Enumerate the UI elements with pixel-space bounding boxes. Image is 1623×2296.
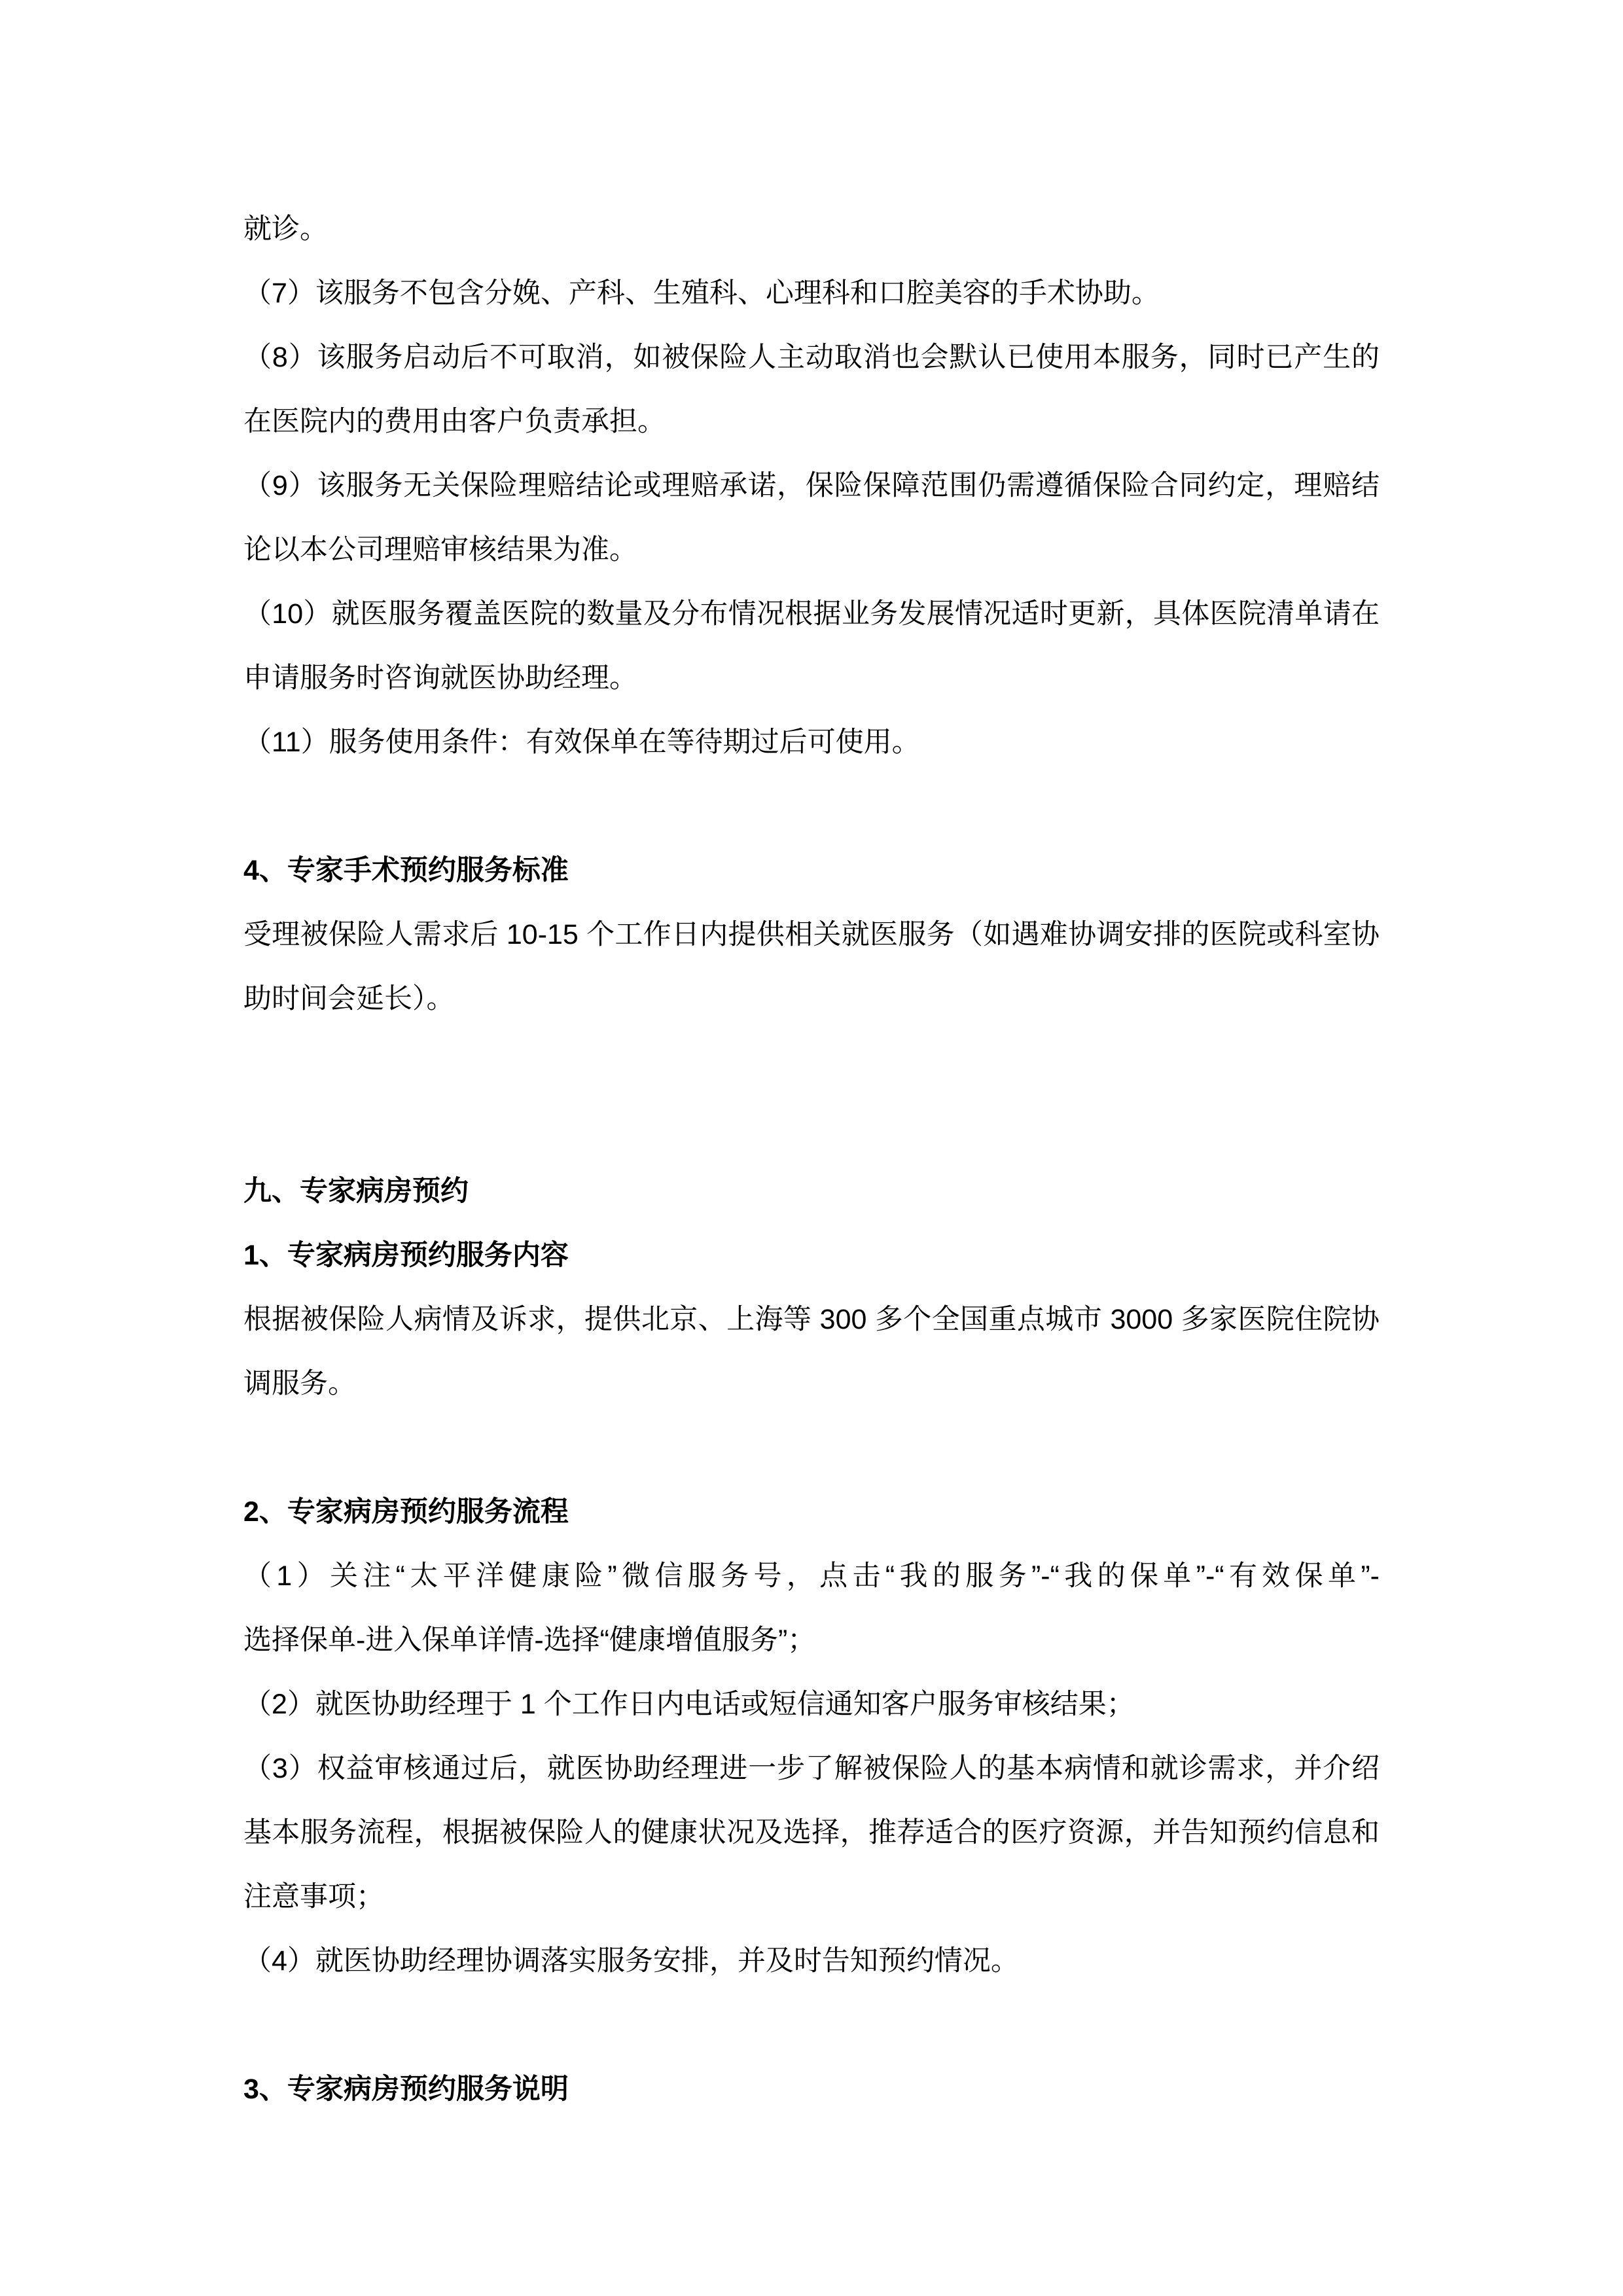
body-line: 注意事项； [243, 1881, 384, 1912]
body-line: （10）就医服务覆盖医院的数量及分布情况根据业务发展情况适时更新，具体医院清单请在 [243, 598, 1380, 630]
body-line: 论以本公司理赔审核结果为准。 [243, 534, 637, 565]
heading-line: 3、专家病房预约服务说明 [243, 2073, 569, 2105]
body-line: 助时间会延长）。 [243, 983, 455, 1014]
body-line: （2）就医协助经理于 1 个工作日内电话或短信通知客户服务审核结果； [243, 1689, 1135, 1720]
body-line: （9）该服务无关保险理赔结论或理赔承诺，保险保障范围仍需遵循保险合同约定，理赔结 [243, 470, 1380, 501]
body-line: 就诊。 [243, 213, 328, 245]
heading-line: 1、专家病房预约服务内容 [243, 1240, 569, 1271]
blank-line [243, 1416, 1380, 1480]
body-line: （11）服务使用条件：有效保单在等待期过后可使用。 [243, 726, 920, 758]
body-line: （8）该服务启动后不可取消，如被保险人主动取消也会默认已使用本服务，同时已产生的 [243, 342, 1380, 373]
body-line: 基本服务流程，根据被保险人的健康状况及选择，推荐适合的医疗资源，并告知预约信息和 [243, 1817, 1380, 1848]
body-line: 根据被保险人病情及诉求，提供北京、上海等 300 多个全国重点城市 3000 多家医院住院协 [243, 1304, 1380, 1335]
heading-line: 2、专家病房预约服务流程 [243, 1496, 569, 1528]
heading-line: 九、专家病房预约 [243, 1175, 469, 1207]
body-line: （1）关注“太平洋健康险”微信服务号，点击“我的服务”-“我的保单”-“有效保单”- [243, 1560, 1380, 1592]
body-line: 选择保单-进入保单详情-选择“健康增值服务”； [243, 1624, 816, 1656]
heading-line: 4、专家手术预约服务标准 [243, 855, 569, 886]
text-block [243, 197, 1380, 2121]
body-line: 申请服务时咨询就医协助经理。 [243, 662, 637, 694]
body-line: 受理被保险人需求后 10-15 个工作日内提供相关就医服务（如遇难协调安排的医院或科室协 [243, 919, 1380, 950]
body-line: （4）就医协助经理协调落实服务安排，并及时告知预约情况。 [243, 1945, 1019, 1977]
blank-line [243, 1993, 1380, 2057]
body-line: （3）权益审核通过后，就医协助经理进一步了解被保险人的基本病情和就诊需求，并介绍 [243, 1753, 1380, 1784]
blank-line [243, 1095, 1380, 1159]
body-line: 在医院内的费用由客户负责承担。 [243, 406, 666, 437]
body-line: （7）该服务不包含分娩、产科、生殖科、心理科和口腔美容的手术协助。 [243, 278, 1160, 309]
blank-line [243, 1031, 1380, 1095]
body-line: 调服务。 [243, 1368, 356, 1399]
blank-line [243, 774, 1380, 838]
